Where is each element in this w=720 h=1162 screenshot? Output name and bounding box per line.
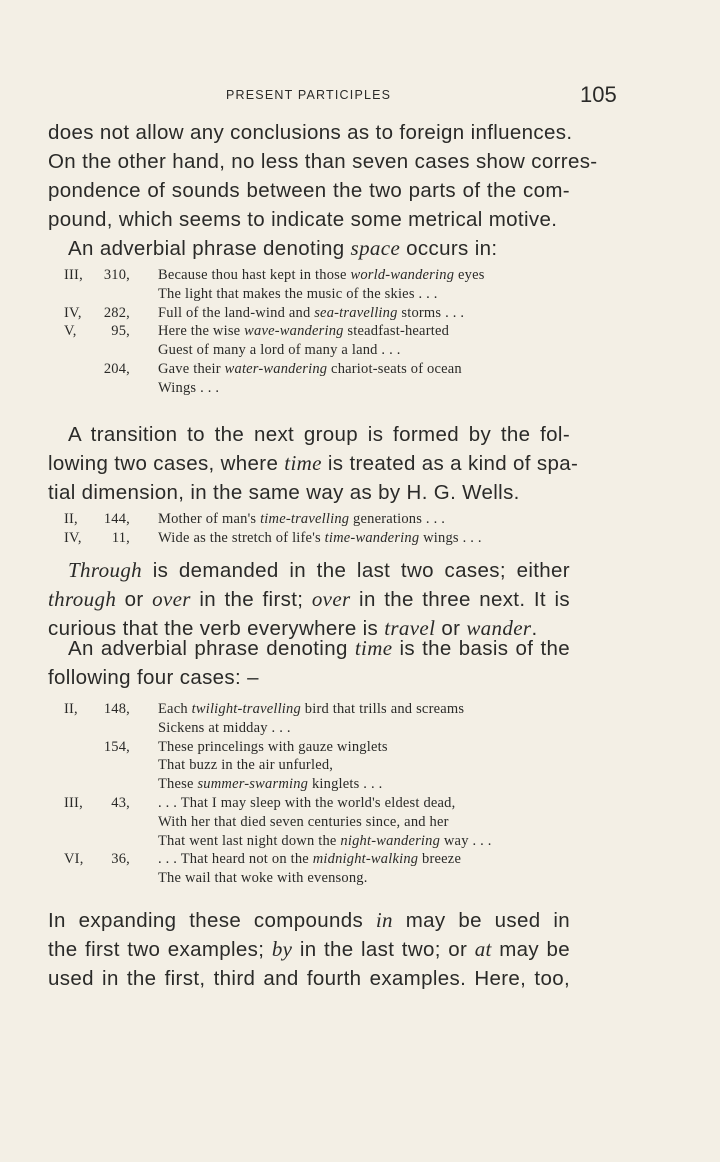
emphasis: wander xyxy=(466,616,532,640)
text-line: pound, which seems to indicate some metrical motive. xyxy=(48,208,558,231)
quote-line: III, 310, Because thou hast kept in those world-wandering eyes xyxy=(64,267,485,283)
quote-line: IV, 282, Full of the land-wind and sea-travelling storms . . . xyxy=(64,304,465,321)
line-ref: 43, xyxy=(111,794,130,811)
volume-ref: II, xyxy=(64,701,78,717)
emphasis: world-wandering xyxy=(350,267,455,283)
quotation-block-3 xyxy=(64,700,584,888)
emphasis: night-wandering xyxy=(340,832,441,849)
volume-ref: IV, xyxy=(64,529,82,546)
emphasis: through xyxy=(48,587,117,611)
paragraph-2 xyxy=(48,234,570,263)
running-head-title: PRESENT PARTICIPLES xyxy=(226,88,392,102)
text-line: An adverbial phrase denoting space occurs in: xyxy=(68,236,498,260)
volume-ref: III, xyxy=(64,267,83,283)
emphasis: space xyxy=(350,236,401,260)
paragraph-6 xyxy=(48,906,570,993)
text-line: An adverbial phrase denoting time is the basis of the xyxy=(68,636,570,660)
text-line: curious that the verb everywhere is travel or wander. xyxy=(48,616,538,640)
emphasis: time-wandering xyxy=(324,529,420,546)
paragraph-3 xyxy=(48,420,579,507)
quote-line: Guest of many a lord of many a land . . . xyxy=(158,342,401,359)
text-line: following four cases: – xyxy=(48,666,259,689)
quote-line: IV, 11, Wide as the stretch of life's time-wandering wings . . . xyxy=(64,529,482,546)
quote-line: That buzz in the air unfurled, xyxy=(158,757,334,774)
quote-line: III, 43, . . . That I may sleep with the world's eldest dead, xyxy=(64,794,456,811)
quote-line: 204, Gave their water-wandering chariot-seats of ocean xyxy=(64,360,584,379)
volume-ref: II, xyxy=(64,511,78,527)
emphasis: time xyxy=(354,636,393,660)
text-line: the first two examples; by in the last two; or at may be xyxy=(48,937,571,961)
text-line: tial dimension, in the same way as by H. G. Wells. xyxy=(48,481,520,504)
quote-line: II, 148, Each twilight-travelling bird that trills and screams xyxy=(64,701,465,717)
quote-line: 154, These princelings with gauze winglets xyxy=(64,738,584,757)
quotation-block-2 xyxy=(64,510,584,548)
line-ref: 204, xyxy=(103,360,130,377)
page-number: 105 xyxy=(580,82,617,107)
quote-line: Wings . . . xyxy=(158,379,220,396)
emphasis: in xyxy=(375,908,393,932)
quote-line: With her that died seven centuries since, and her xyxy=(158,813,449,830)
line-ref: 310, xyxy=(103,267,130,283)
text-line: used in the first, third and fourth examples. Here, too, xyxy=(48,967,570,990)
quotation-block-1 xyxy=(64,266,584,398)
text-line: On the other hand, no less than seven cases show corres- xyxy=(48,150,598,173)
emphasis: time-travelling xyxy=(260,511,350,527)
line-ref: 144, xyxy=(103,511,130,527)
running-head xyxy=(48,82,617,110)
emphasis: travel xyxy=(384,616,436,640)
paragraph-1 xyxy=(48,118,598,234)
paragraph-4 xyxy=(48,556,570,643)
line-ref: 154, xyxy=(103,738,130,755)
line-ref: 148, xyxy=(103,701,130,717)
paragraph-5 xyxy=(48,634,570,692)
line-ref: 36, xyxy=(111,851,130,868)
text-line: Through is demanded in the last two cases; either xyxy=(68,558,570,582)
quote-line: VI, 36, . . . That heard not on the midnight-walking breeze xyxy=(64,851,462,868)
quote-line: II, 144, Mother of man's time-travelling generations . . . xyxy=(64,511,446,527)
text-line: pondence of sounds between the two parts of the com- xyxy=(48,179,570,202)
text-line: In expanding these compounds in may be used in xyxy=(48,908,570,932)
text-line: A transition to the next group is formed by the fol- xyxy=(68,423,570,446)
quote-line: The light that makes the music of the skies . . . xyxy=(158,285,438,302)
quote-line: Sickens at midday . . . xyxy=(158,719,291,736)
emphasis: midnight-walking xyxy=(312,851,419,868)
line-ref: 11, xyxy=(111,529,130,546)
emphasis: wave-wandering xyxy=(244,323,344,340)
emphasis: over xyxy=(152,587,191,611)
emphasis: by xyxy=(271,937,293,961)
text-line: lowing two cases, where time is treated as a kind of spa- xyxy=(48,451,579,475)
quote-line: The wail that woke with evensong. xyxy=(158,870,368,887)
emphasis: sea-travelling xyxy=(314,304,398,321)
volume-ref: VI, xyxy=(64,851,84,868)
volume-ref: V, xyxy=(64,323,77,340)
volume-ref: IV, xyxy=(64,304,82,321)
text-line: through or over in the first; over in the three next. It is xyxy=(48,587,570,611)
quote-line: That went last night down the night-wandering way . . . xyxy=(158,832,492,849)
emphasis: Through xyxy=(68,558,143,582)
emphasis: time xyxy=(284,451,322,475)
text-line: does not allow any conclusions as to foreign influences. xyxy=(48,121,573,144)
volume-ref: III, xyxy=(64,794,83,811)
line-ref: 282, xyxy=(103,304,130,321)
emphasis: summer-swarming xyxy=(197,776,309,793)
emphasis: twilight-travelling xyxy=(191,701,301,717)
quote-line: These summer-swarming kinglets . . . xyxy=(158,776,383,793)
emphasis: over xyxy=(311,587,351,611)
emphasis: at xyxy=(474,937,492,961)
emphasis: water-wandering xyxy=(224,360,328,377)
quote-line: V, 95, Here the wise wave-wandering steadfast-hearted xyxy=(64,323,450,340)
line-ref: 95, xyxy=(111,323,130,340)
